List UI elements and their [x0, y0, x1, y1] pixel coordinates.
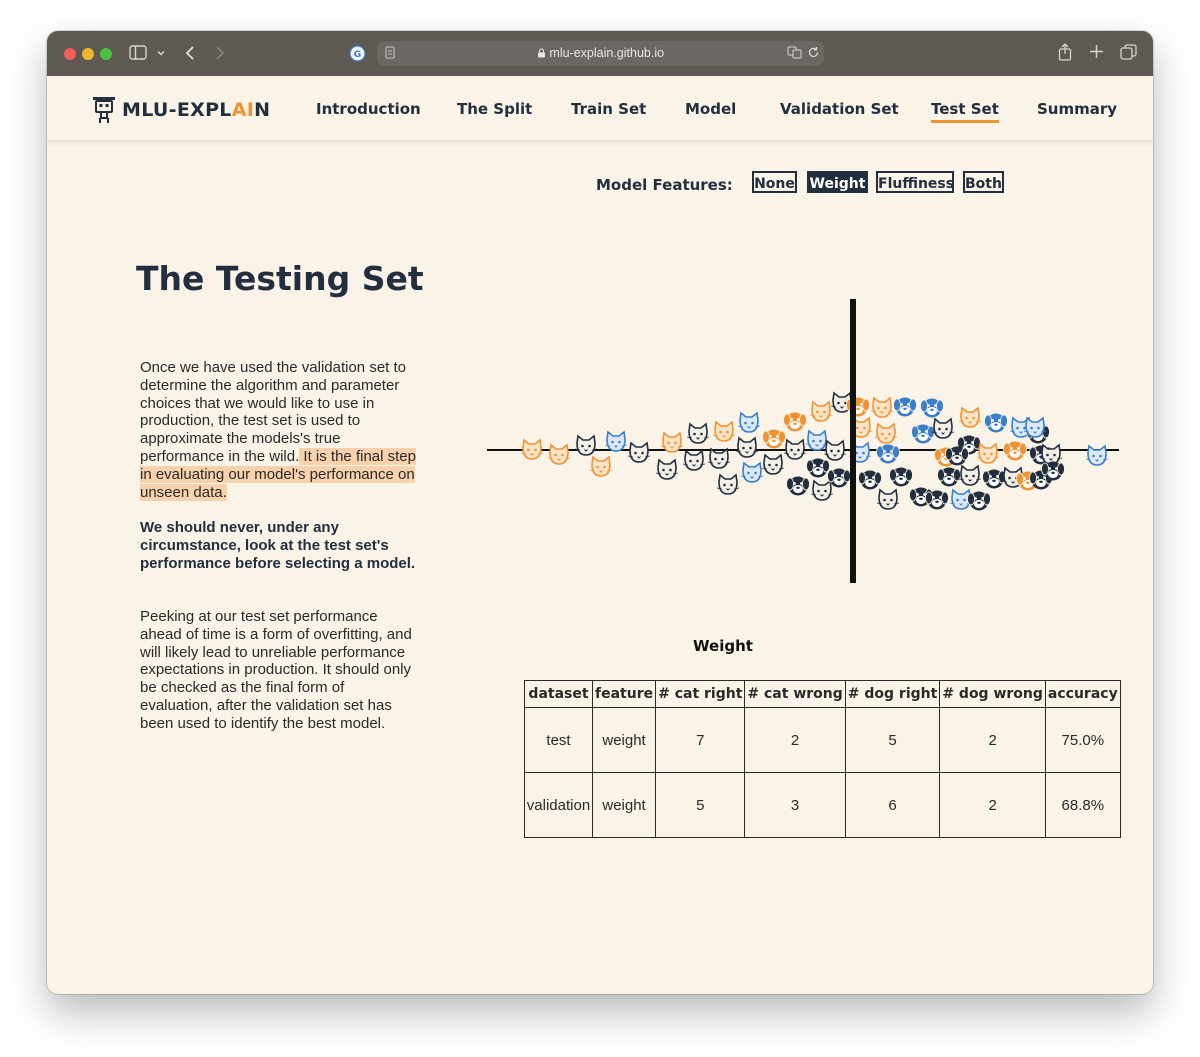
url-text: mlu-explain.github.io: [549, 46, 665, 60]
cat-icon: [628, 443, 650, 462]
cat-icon: [575, 436, 597, 455]
cat-icon: [717, 475, 739, 494]
table-row: [525, 773, 1121, 838]
table-cell: 2: [940, 773, 1046, 838]
table-cell: 75.0%: [1045, 708, 1120, 773]
nav-introduction[interactable]: Introduction: [316, 100, 421, 118]
model-features-label: Model Features:: [596, 176, 733, 194]
table-row: [525, 708, 1121, 773]
browser-window: [47, 31, 1153, 994]
nav-test-set[interactable]: Test Set: [931, 100, 999, 123]
cat-icon: [959, 466, 981, 485]
cat-icon: [959, 408, 981, 427]
sidebar-toggle-icon[interactable]: [129, 45, 147, 64]
dog-icon: [926, 491, 949, 510]
dog-icon: [912, 425, 935, 444]
highlighted-text: It is the final step in evaluating our model's performance on unseen data.: [140, 447, 416, 501]
dog-icon: [763, 430, 786, 449]
table-cell: weight: [593, 773, 656, 838]
dog-icon: [938, 468, 961, 487]
share-icon[interactable]: [1058, 43, 1072, 65]
new-tab-icon[interactable]: [1089, 44, 1104, 63]
weight-scatter-chart: [485, 296, 1125, 586]
animal-icons: [521, 393, 1108, 511]
cat-icon: [708, 449, 730, 468]
cat-icon: [590, 457, 612, 476]
paragraph-intro: Once we have used the validation set to determine the algorithm and parameter choices that we would like to use in production, the test set is used to approximate the models's true performance in the wild. It is the final step in evaluating our model's performance on unseen data.: [140, 359, 416, 501]
nav-train-set[interactable]: Train Set: [571, 100, 647, 118]
svg-text:G: G: [353, 50, 362, 60]
feature-none-button[interactable]: None: [752, 171, 797, 193]
cat-icon: [521, 440, 543, 459]
cat-icon: [977, 444, 999, 463]
cat-icon: [932, 419, 954, 438]
cat-icon: [656, 460, 678, 479]
nav-summary[interactable]: Summary: [1037, 100, 1118, 118]
cat-icon: [806, 431, 828, 450]
dog-icon: [784, 413, 807, 432]
feature-both-button[interactable]: Both: [963, 171, 1004, 193]
table-cell: 2: [940, 708, 1046, 773]
cat-icon: [736, 438, 758, 457]
table-cell: 5: [656, 773, 745, 838]
cat-icon: [738, 413, 760, 432]
table-cell: 6: [845, 773, 940, 838]
close-window-button[interactable]: [64, 48, 76, 60]
cat-icon: [811, 481, 833, 500]
minimize-window-button[interactable]: [82, 48, 94, 60]
table-cell: validation: [525, 773, 593, 838]
url-display: [377, 46, 824, 60]
dog-icon: [921, 399, 944, 418]
zoom-window-button[interactable]: [100, 48, 112, 60]
col-cat-right: # cat right: [656, 681, 745, 708]
reload-icon[interactable]: [807, 46, 820, 63]
dog-icon: [983, 470, 1006, 489]
cat-icon: [605, 432, 627, 451]
robot-logo-icon: [91, 96, 117, 129]
table-cell: 2: [745, 708, 845, 773]
table-cell: 3: [745, 773, 845, 838]
col-accuracy: accuracy: [1045, 681, 1120, 708]
cat-icon: [875, 424, 897, 443]
col-dataset: dataset: [525, 681, 593, 708]
browser-toolbar: [47, 31, 1153, 76]
address-bar[interactable]: [377, 41, 824, 66]
cat-icon: [687, 424, 709, 443]
table-cell: 7: [656, 708, 745, 773]
chart-title: Weight: [693, 637, 753, 655]
paragraph-warning: We should never, under any circumstance, look at the test set's performance before selecting a model.: [140, 519, 416, 572]
paragraph-overfitting: Peeking at our test set performance ahead of time is a form of overfitting, and will likely lead to unreliable performance expectations in production. It should only be checked as the final form of evaluation, after the validation set has been used to identify the best model.: [140, 608, 412, 732]
cat-icon: [871, 398, 893, 417]
dog-icon: [894, 398, 917, 417]
col-dog-right: # dog right: [845, 681, 940, 708]
dog-icon: [1004, 442, 1027, 461]
section-title: The Testing Set: [136, 259, 424, 298]
cat-icon: [784, 440, 806, 459]
feature-weight-button[interactable]: Weight: [807, 171, 868, 193]
dog-icon: [877, 445, 900, 464]
feature-fluffiness-button[interactable]: Fluffiness: [876, 171, 954, 193]
cat-icon: [877, 490, 899, 509]
logo-text: MLU-EXPLAIN: [122, 99, 271, 121]
dog-icon: [890, 468, 913, 487]
table-cell: test: [525, 708, 593, 773]
table-cell: weight: [593, 708, 656, 773]
scatter-svg: [485, 296, 1125, 586]
translate-icon[interactable]: [787, 46, 802, 63]
dog-icon: [985, 414, 1008, 433]
tab-overview-icon[interactable]: [1120, 44, 1137, 65]
site-header: [47, 76, 1153, 141]
dog-icon: [859, 471, 882, 490]
nav-model[interactable]: Model: [685, 100, 737, 118]
col-cat-wrong: # cat wrong: [745, 681, 845, 708]
table-cell: 68.8%: [1045, 773, 1120, 838]
nav-validation-set[interactable]: Validation Set: [780, 100, 899, 118]
cat-icon: [1086, 446, 1108, 465]
col-dog-wrong: # dog wrong: [940, 681, 1046, 708]
col-feature: feature: [593, 681, 656, 708]
dog-icon: [847, 398, 870, 417]
forward-icon[interactable]: [214, 45, 226, 65]
cat-icon: [824, 441, 846, 460]
extension-icon[interactable]: [349, 45, 366, 66]
nav-the-split[interactable]: The Split: [457, 100, 533, 118]
dog-icon: [787, 477, 810, 496]
cat-icon: [741, 463, 763, 482]
cat-icon: [683, 451, 705, 470]
cat-icon: [762, 455, 784, 474]
chevron-down-icon[interactable]: [156, 46, 166, 62]
table-header-row: [525, 681, 1121, 708]
lock-icon: [537, 46, 549, 60]
dog-icon: [807, 459, 830, 478]
cat-icon: [548, 445, 570, 464]
table-cell: 5: [845, 708, 940, 773]
results-table: [524, 680, 1121, 838]
dog-icon: [968, 492, 991, 511]
back-icon[interactable]: [184, 45, 196, 65]
cat-icon: [713, 422, 735, 441]
cat-icon: [810, 402, 832, 421]
